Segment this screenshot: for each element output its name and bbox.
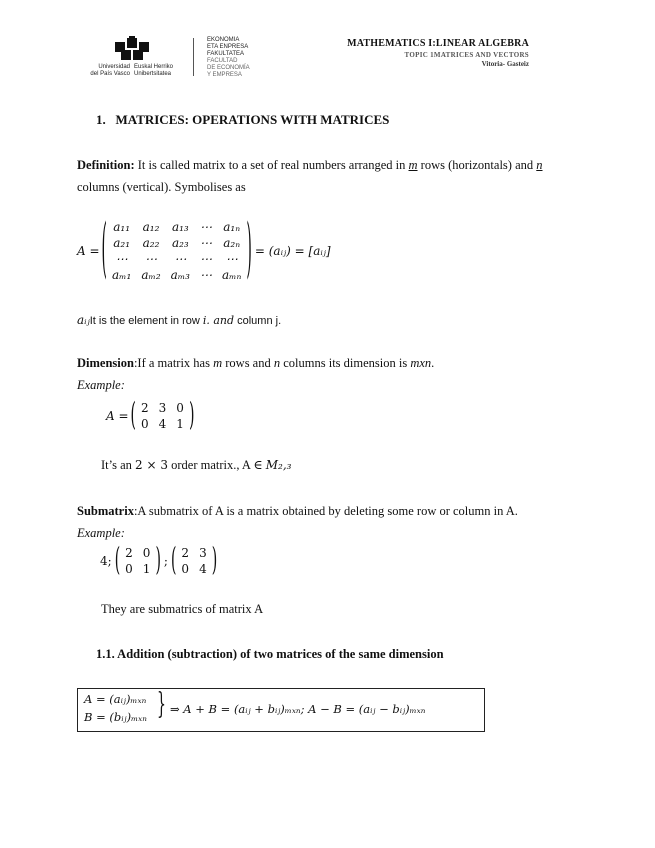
definition-label: Definition: xyxy=(77,158,135,172)
matrix-cell: 0 xyxy=(181,562,190,576)
matrix-cell: ⋯ xyxy=(174,252,187,266)
line-a: A = (aᵢⱼ)ₘₓₙ xyxy=(84,692,147,706)
dimension-paragraph xyxy=(77,352,577,374)
dimension-m: m xyxy=(213,356,223,370)
n-symbol: n xyxy=(536,158,543,172)
matrix-row xyxy=(120,545,155,561)
matrix-row xyxy=(107,219,246,235)
submatrix-prefix: 4; xyxy=(100,554,112,568)
matrix-cell: ⋯ xyxy=(225,252,238,266)
dimension-n: n xyxy=(273,356,281,370)
dimension-example-matrix xyxy=(106,399,194,433)
faculty-es-3: Y EMPRESA xyxy=(207,72,242,78)
matrix-cell: 2 xyxy=(181,546,190,560)
order-value: 2 × 3 xyxy=(135,458,168,472)
example-matrix xyxy=(136,400,189,432)
matrix-row xyxy=(176,561,211,577)
matrix-cell: ⋯ xyxy=(200,236,212,250)
university-name-es-1: Universidad xyxy=(98,64,130,70)
matrix-cell: aₘ₃ xyxy=(170,268,190,282)
faculty-eu-1: EKONOMIA xyxy=(207,37,240,43)
matrix-cell: aₘ₂ xyxy=(141,268,161,282)
dimension-example-label: Example: xyxy=(77,378,125,392)
matrix-cell: 0 xyxy=(176,401,184,415)
order-text-1: It’s an xyxy=(101,458,136,472)
matrix-row xyxy=(136,400,189,416)
topic-title: TOPIC 1MATRICES AND VECTORS xyxy=(404,51,529,59)
addition-formula-box xyxy=(77,688,485,732)
matrix-cell: a₂₃ xyxy=(171,236,189,250)
header-divider xyxy=(193,38,194,76)
matrix-cell: aₘ₁ xyxy=(112,268,132,282)
matrix-cell: ⋯ xyxy=(115,252,128,266)
course-title: MATHEMATICS I:LINEAR ALGEBRA xyxy=(347,38,529,49)
definition-paragraph xyxy=(77,154,567,198)
matrix-a-label: A = xyxy=(77,244,100,258)
submatrix-1 xyxy=(120,545,155,577)
matrix-cell: a₂ₙ xyxy=(223,236,241,250)
dimension-mxn: mxn xyxy=(410,356,432,370)
section-heading: 1. MATRICES: OPERATIONS WITH MATRICES xyxy=(96,112,390,127)
matrix-cell: ⋯ xyxy=(200,268,212,282)
dimension-text-4: . xyxy=(431,356,435,370)
submatrix-text: :A submatrix of A is a matrix obtained by deleting some row or column in A. xyxy=(133,504,518,518)
right-paren: ) xyxy=(246,214,252,288)
matrix-cell: a₁₂ xyxy=(142,220,160,234)
general-matrix-equation xyxy=(77,216,331,286)
order-sentence xyxy=(101,454,292,476)
location: Vitoria- Gasteiz xyxy=(481,60,529,68)
submatrix-paragraph xyxy=(77,500,518,522)
definition-text-3: columns (vertical). Symbolises as xyxy=(77,180,246,194)
left-paren: ( xyxy=(170,542,177,580)
university-logo xyxy=(82,34,182,80)
faculty-eu-3: FAKULTATEA xyxy=(207,51,245,57)
submatrix-separator: ; xyxy=(163,554,168,568)
matrix-cell: 4 xyxy=(199,562,207,576)
aij-text-2: column j. xyxy=(234,315,282,327)
matrix-a-equals: = (aᵢⱼ) = [aᵢⱼ] xyxy=(254,244,331,258)
matrix-row xyxy=(120,561,155,577)
submatrix-2 xyxy=(176,545,211,577)
matrix-cell: a₂₁ xyxy=(113,236,131,250)
submatrix-example-label: Example: xyxy=(77,526,125,540)
m-symbol: m xyxy=(408,158,418,172)
dimension-text-3: columns its dimension is xyxy=(280,356,411,370)
matrix-row xyxy=(107,251,246,267)
definition-text-1: It is called matrix to a set of real numbers arranged in xyxy=(134,158,409,172)
matrix-cell: a₁₁ xyxy=(113,220,131,234)
matrix-cell: 3 xyxy=(199,546,207,560)
dimension-label: Dimension xyxy=(77,356,134,370)
matrix-cell: 2 xyxy=(125,546,133,560)
matrix-cell: a₁₃ xyxy=(171,220,189,234)
addition-formula: ⇒ A + B = (aᵢⱼ + bᵢⱼ)ₘₓₙ; A − B = (aᵢⱼ − bᵢⱼ)ₘₓₙ xyxy=(170,702,426,716)
matrix-cell: 1 xyxy=(142,562,151,576)
right-paren: ) xyxy=(155,542,161,580)
left-paren: ( xyxy=(130,397,137,435)
matrix-row xyxy=(107,267,246,283)
matrix-cell: 0 xyxy=(141,417,149,431)
matrix-cell: ⋯ xyxy=(145,252,157,266)
order-set: M₂,₃ xyxy=(265,458,292,472)
matrix-cell: ⋯ xyxy=(200,220,212,234)
faculty-es-1: FACULTAD xyxy=(207,58,238,64)
matrix-cell: 4 xyxy=(158,417,167,431)
matrix-cell: 1 xyxy=(176,417,184,431)
general-matrix xyxy=(107,219,246,283)
university-name-eu-1: Euskal Herriko xyxy=(134,64,174,70)
example-a-label: A = xyxy=(106,409,129,423)
left-paren: ( xyxy=(114,542,121,580)
line-b: B = (bᵢⱼ)ₘₓₙ xyxy=(84,710,147,724)
matrix-row xyxy=(176,545,211,561)
left-paren: ( xyxy=(101,214,108,288)
matrix-cell: a₁ₙ xyxy=(223,220,241,234)
upv-emblem-icon xyxy=(112,36,152,62)
right-paren: ) xyxy=(188,397,195,435)
submatrix-examples xyxy=(100,544,217,578)
university-name-es-2: del País Vasco xyxy=(90,71,130,77)
subsection-heading: 1.1. Addition (subtraction) of two matrices of the same dimension xyxy=(96,647,444,661)
right-paren: ) xyxy=(211,542,218,580)
matrix-row xyxy=(136,416,189,432)
matrix-cell: 0 xyxy=(125,562,133,576)
faculty-eu-2: ETA ENPRESA xyxy=(207,44,249,50)
matrix-cell: aₘₙ xyxy=(222,268,242,282)
matrix-cell: a₂₂ xyxy=(142,236,160,250)
faculty-logo xyxy=(207,37,277,79)
dimension-text-2: rows and xyxy=(222,356,274,370)
matrix-cell: 2 xyxy=(141,401,149,415)
right-brace: } xyxy=(157,688,166,722)
submatrix-conclusion: They are submatrics of matrix A xyxy=(101,602,264,616)
matrix-cell: 0 xyxy=(142,546,151,560)
university-name-eu-2: Unibertsitatea xyxy=(134,71,172,77)
aij-text-1: It is the element in row xyxy=(89,315,203,327)
order-text-2: order matrix., A ∈ xyxy=(167,458,266,472)
matrix-row xyxy=(107,235,246,251)
submatrix-label: Submatrix xyxy=(77,504,134,518)
aij-text-i-and: i. and xyxy=(202,314,235,327)
definition-text-2: rows (horizontals) and xyxy=(417,158,537,172)
dimension-text-1: :If a matrix has xyxy=(133,356,214,370)
aij-symbol: aᵢⱼ xyxy=(77,313,90,327)
faculty-es-2: DE ECONOMÍA xyxy=(207,65,250,71)
matrix-cell: 3 xyxy=(158,401,167,415)
matrix-cell: ⋯ xyxy=(200,252,212,266)
aij-explanation xyxy=(77,311,281,329)
